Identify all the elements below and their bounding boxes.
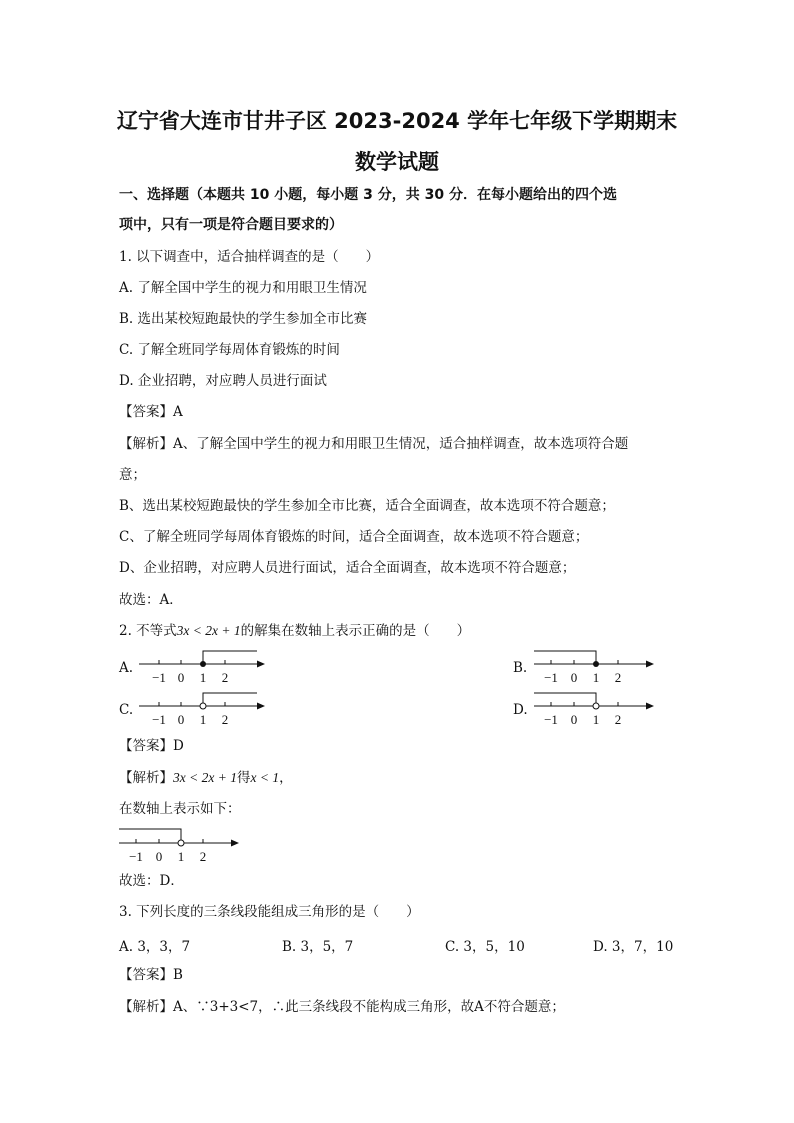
q2-option-c-numberline (139, 690, 269, 728)
solution-ray (119, 829, 181, 843)
tick-label: 0 (570, 712, 578, 727)
solution-ray (203, 693, 257, 706)
arrow-head-icon (257, 703, 265, 710)
tick-label: 2 (614, 712, 622, 727)
q2-analysis-prefix: 【解析】 (119, 770, 173, 786)
q1-option-a: A. 了解全国中学生的视力和用眼卫生情况 (119, 280, 367, 296)
document-title-line1: 辽宁省大连市甘井子区 2023-2024 学年七年级下学期期末 (116, 109, 678, 133)
open-dot (178, 840, 184, 846)
tick-label: 0 (155, 849, 163, 864)
tick-label: 2 (199, 849, 207, 864)
q2-analysis-math2: x < 1 (250, 770, 280, 785)
tick-label: 1 (177, 849, 185, 864)
q1-analysis-line: B、选出某校短跑最快的学生参加全市比赛，适合全面调查，故本选项不符合题意； (119, 498, 615, 514)
tick-label: 2 (221, 670, 229, 685)
q1-analysis-line: C、了解全班同学每周体育锻炼的时间，适合全面调查，故本选项不符合题意； (119, 529, 589, 545)
q2-conclusion: 故选：D． (119, 873, 184, 889)
q1-analysis-line: D、企业招聘，对应聘人员进行面试，适合全面调查，故本选项不符合题意； (119, 560, 576, 576)
tick-label: 1 (592, 712, 600, 727)
q2-solution-numberline (119, 826, 249, 864)
solution-ray (203, 651, 257, 664)
tick-label: −1 (152, 712, 166, 727)
closed-dot (593, 661, 599, 667)
q2-option-b-numberline (534, 648, 664, 686)
q2-option-d-numberline (534, 690, 664, 728)
q2-analysis-mid: 得 (236, 770, 251, 786)
q2-option-b-label: B. (513, 660, 528, 676)
q2-stem-prefix: 2. 不等式 (119, 623, 177, 639)
q3-option-b: B. 3，5，7 (282, 939, 354, 955)
tick-label: −1 (152, 670, 166, 685)
q1-option-b: B. 选出某校短跑最快的学生参加全市比赛 (119, 311, 368, 327)
q3-option-c: C. 3，5，10 (445, 939, 525, 955)
q2-analysis-line1 (119, 768, 293, 788)
tick-label: −1 (544, 670, 558, 685)
tick-label: 1 (592, 670, 600, 685)
tick-label: 1 (199, 712, 207, 727)
arrow-head-icon (257, 661, 265, 668)
tick-label: −1 (129, 849, 143, 864)
arrow-head-icon (231, 840, 239, 847)
q2-analysis-line2: 在数轴上表示如下： (119, 801, 241, 817)
open-dot (593, 703, 599, 709)
q2-stem-suffix: 的解集在数轴上表示正确的是（ ） (240, 623, 471, 639)
solution-ray (534, 651, 596, 664)
closed-dot (200, 661, 206, 667)
q3-analysis: 【解析】A、∵3+3<7，∴此三条线段不能构成三角形，故A不符合题意； (119, 999, 565, 1015)
tick-label: 0 (570, 670, 578, 685)
q2-option-a-label: A. (119, 660, 134, 676)
arrow-head-icon (646, 703, 654, 710)
q3-option-d: D. 3，7，10 (593, 939, 674, 955)
q1-analysis-line: 意； (119, 467, 146, 483)
document-title-line2: 数学试题 (355, 150, 439, 174)
q1-option-d: D. 企业招聘，对应聘人员进行面试 (119, 373, 327, 389)
arrow-head-icon (646, 661, 654, 668)
q2-option-d-label: D. (513, 702, 528, 718)
q1-answer: 【答案】A (119, 404, 183, 420)
q3-answer: 【答案】B (119, 967, 183, 983)
open-dot (200, 703, 206, 709)
tick-label: −1 (544, 712, 558, 727)
q1-stem: 1. 以下调查中，适合抽样调查的是（ ） (119, 249, 380, 265)
q2-analysis-end: ， (279, 770, 293, 786)
q1-option-c: C. 了解全班同学每周体育锻炼的时间 (119, 342, 340, 358)
q3-stem: 3. 下列长度的三条线段能组成三角形的是（ ） (119, 904, 420, 920)
q2-answer: 【答案】D (119, 738, 184, 754)
q3-option-a: A. 3，3，7 (119, 939, 191, 955)
tick-label: 1 (199, 670, 207, 685)
solution-ray (534, 693, 596, 706)
q1-analysis-line: 【解析】A、了解全国中学生的视力和用眼卫生情况，适合抽样调查，故本选项符合题 (119, 436, 629, 452)
tick-label: 0 (177, 670, 185, 685)
section-heading-line1: 一、选择题（本题共 10 小题，每小题 3 分，共 30 分．在每小题给出的四个选 (119, 187, 617, 203)
q2-option-a-numberline (139, 648, 269, 686)
tick-label: 0 (177, 712, 185, 727)
section-heading-line2: 项中，只有一项是符合题目要求的） (119, 217, 343, 233)
q1-conclusion: 故选：A． (119, 592, 183, 608)
tick-label: 2 (614, 670, 622, 685)
tick-label: 2 (221, 712, 229, 727)
q2-stem (119, 621, 470, 641)
q2-analysis-math1: 3x < 2x + 1 (173, 770, 237, 785)
q2-stem-math: 3x < 2x + 1 (176, 623, 241, 638)
q2-option-c-label: C. (119, 702, 134, 718)
